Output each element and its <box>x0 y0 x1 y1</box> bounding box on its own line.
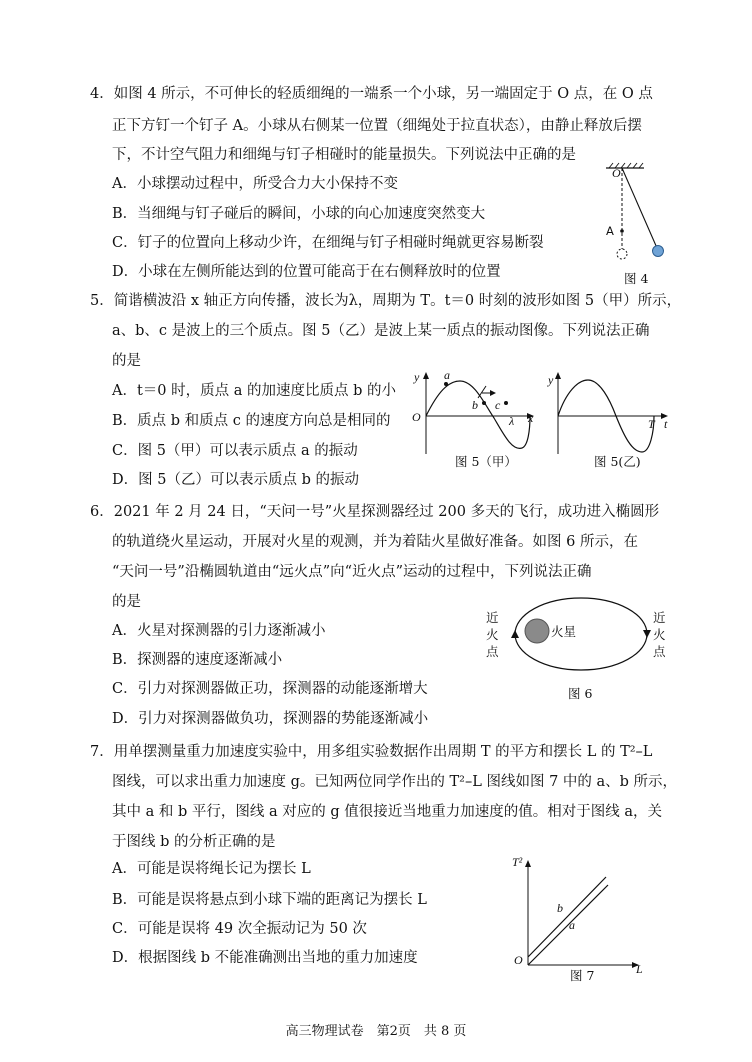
q5-line-3: 的是 <box>112 353 141 369</box>
fig6-mars-label: 火星 <box>551 624 577 639</box>
fig6-right-label-1: 近 <box>653 610 666 625</box>
q4-option-b: B．当细绳与钉子碰后的瞬间，小球的向心加速度突然变大 <box>112 206 486 222</box>
q4-line-2: 正下方钉一个钉子 A。小球从右侧某一位置（细绳处于拉直状态），由静止释放后摆 <box>112 118 642 134</box>
page-footer: 高三物理试卷 第2页 共 8 页 <box>285 1024 467 1039</box>
q7-option-d: D．根据图线 b 不能准确测出当地的重力加速度 <box>112 950 418 966</box>
q6-line-3: “天问一号”沿椭圆轨道由“远火点”向“近火点”运动的过程中，下列说法正确 <box>112 564 592 580</box>
figure-7-graph <box>516 855 646 970</box>
fig5jia-label-a: a <box>444 368 450 382</box>
fig5yi-label-y: y <box>548 373 554 387</box>
fig5jia-label-b: b <box>472 398 478 412</box>
q4-option-a: A．小球摆动过程中，所受合力大小保持不变 <box>112 176 398 192</box>
fig7-label-a: a <box>569 918 575 932</box>
q6-option-a: A．火星对探测器的引力逐渐减小 <box>112 623 326 639</box>
q6-option-d: D．引力对探测器做负功，探测器的势能逐渐减小 <box>112 711 429 727</box>
q4-line-3: 下，不计空气阻力和细绳与钉子相碰时的能量损失。下列说法中正确的是 <box>112 147 576 163</box>
fig5yi-caption: 图 5(乙) <box>594 454 641 469</box>
q7-option-b: B．可能是误将悬点到小球下端的距离记为摆长 L <box>112 892 427 908</box>
q5-option-c: C．图 5（甲）可以表示质点 a 的振动 <box>112 443 358 459</box>
q6-option-c: C．引力对探测器做正功，探测器的动能逐渐增大 <box>112 681 428 697</box>
q5-option-d: D．图 5（乙）可以表示质点 b 的振动 <box>112 472 359 488</box>
fig5yi-label-T: T <box>648 417 655 431</box>
fig5jia-label-x: x <box>528 411 534 425</box>
q7-option-a: A．可能是误将绳长记为摆长 L <box>112 861 311 877</box>
q4-line-1: 4．如图 4 所示，不可伸长的轻质细绳的一端系一个小球，另一端固定于 O 点，在 O 点 <box>90 86 653 102</box>
q6-line-1: 6．2021 年 2 月 24 日，“天问一号”火星探测器经过 200 多天的飞行，成功进入椭圆形 <box>90 504 660 520</box>
q5-option-a: A．t＝0 时，质点 a 的加速度比质点 b 的小 <box>112 383 396 399</box>
q6-option-b: B．探测器的速度逐渐减小 <box>112 652 283 668</box>
q7-line-2: 图线，可以求出重力加速度 g。已知两位同学作出的 T²–L 图线如图 7 中的 a、b 所示， <box>112 774 678 790</box>
fig7-caption: 图 7 <box>570 968 595 983</box>
fig6-left-label-3: 点 <box>486 644 499 659</box>
q7-line-4: 于图线 b 的分析正确的是 <box>112 834 276 850</box>
fig5jia-label-lambda: λ <box>509 414 515 428</box>
fig5yi-label-t: t <box>664 417 668 431</box>
fig4-caption: 图 4 <box>624 271 649 286</box>
q6-line-2: 的轨道绕火星运动，开展对火星的观测，并为着陆火星做好准备。如图 6 所示，在 <box>112 534 638 550</box>
q7-line-1: 7．用单摆测量重力加速度实验中，用多组实验数据作出周期 T 的平方和摆长 L 的 T²–L <box>90 744 653 760</box>
fig6-right-label-3: 点 <box>653 644 666 659</box>
fig6-left-label-2: 火 <box>486 627 499 642</box>
fig4-label-a: A <box>606 224 614 238</box>
q7-option-c: C．可能是误将 49 次全振动记为 50 次 <box>112 921 367 937</box>
figure-6-orbit <box>506 592 656 676</box>
q5-option-b: B．质点 b 和质点 c 的速度方向总是相同的 <box>112 413 391 429</box>
fig7-label-y: T² <box>512 855 523 869</box>
fig6-caption: 图 6 <box>568 686 593 701</box>
figure-5-yi-vibration <box>550 366 675 456</box>
fig6-left-label-1: 近 <box>486 610 499 625</box>
q4-option-d: D．小球在左侧所能达到的位置可能高于在右侧释放时的位置 <box>112 264 501 280</box>
fig5jia-label-o: O <box>412 410 421 424</box>
fig6-right-label-2: 火 <box>653 627 666 642</box>
fig5jia-label-y: y <box>414 370 420 384</box>
fig7-label-o: O <box>514 953 523 967</box>
fig5jia-label-c: c <box>495 398 501 412</box>
fig7-label-b: b <box>557 901 563 915</box>
fig7-label-x: L <box>636 962 643 976</box>
q6-line-4: 的是 <box>112 594 141 610</box>
q5-line-1: 5．简谐横波沿 x 轴正方向传播，波长为λ，周期为 T。t＝0 时刻的波形如图 5（甲）所示， <box>90 293 682 309</box>
fig5jia-caption: 图 5（甲） <box>455 454 517 469</box>
q5-line-2: a、b、c 是波上的三个质点。图 5（乙）是波上某一质点的振动图像。下列说法正确 <box>112 323 650 339</box>
q7-line-3: 其中 a 和 b 平行，图线 a 对应的 g 值很接近当地重力加速度的值。相对于图线 a，关 <box>112 804 662 820</box>
q4-option-c: C．钉子的位置向上移动少许，在细绳与钉子相碰时绳就更容易断裂 <box>112 235 544 251</box>
fig4-label-o: O <box>612 166 621 180</box>
